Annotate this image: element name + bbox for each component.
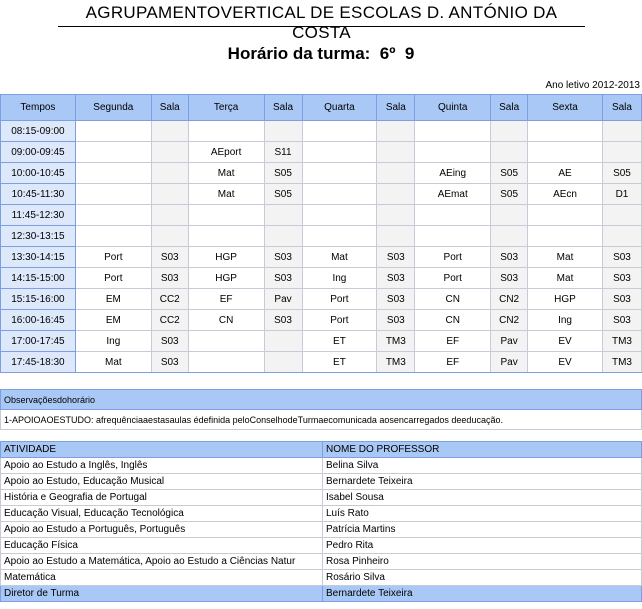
time-slot: 10:45-11:30 [1,184,76,205]
subject-cell: HGP [528,289,603,310]
staff-row [1,474,642,490]
subject-cell: EM [75,289,151,310]
col-header-sala: Sala [377,95,415,121]
time-slot: 17:45-18:30 [1,352,76,373]
class-director-label: Diretor de Turma [1,586,323,602]
room-cell: CN2 [491,289,528,310]
room-cell: S03 [377,247,415,268]
room-cell: S05 [602,163,641,184]
room-cell: TM3 [602,331,641,352]
room-cell [491,226,528,247]
subject-cell: EF [415,331,491,352]
subject-cell: Ing [302,268,377,289]
room-cell: S05 [264,184,302,205]
room-cell [151,184,188,205]
room-cell: S03 [602,247,641,268]
subject-cell: Mat [188,184,264,205]
subject-cell: Mat [528,268,603,289]
room-cell: D1 [602,184,641,205]
subject-cell [75,205,151,226]
room-cell: S03 [151,331,188,352]
subject-cell: HGP [188,268,264,289]
room-cell [602,205,641,226]
subject-cell: Mat [188,163,264,184]
room-cell: S03 [602,310,641,331]
room-cell: TM3 [377,331,415,352]
col-header-sala: Sala [491,95,528,121]
schedule-row [1,163,642,184]
col-header-day: Sexta [528,95,603,121]
room-cell [491,142,528,163]
staff-header-activity: ATIVIDADE [1,442,323,458]
staff-row [1,490,642,506]
schedule-row [1,352,642,373]
subject-cell [302,142,377,163]
school-year: Ano letivo 2012-2013 [545,80,640,91]
room-cell [264,331,302,352]
room-cell: S03 [151,247,188,268]
teacher-cell: Luís Rato [323,506,642,522]
subject-cell: Mat [302,247,377,268]
schedule-row [1,247,642,268]
col-header-day: Quarta [302,95,377,121]
subject-cell: AEport [188,142,264,163]
room-cell: Pav [491,331,528,352]
room-cell: CC2 [151,289,188,310]
room-cell: S03 [151,268,188,289]
subject-cell [415,205,491,226]
room-cell: S05 [491,163,528,184]
activity-cell: Matemática [1,570,323,586]
observations-table [0,389,642,430]
staff-header-teacher: NOME DO PROFESSOR [323,442,642,458]
room-cell: S03 [377,310,415,331]
subject-cell: Port [302,289,377,310]
room-cell: S11 [264,142,302,163]
time-slot: 08:15-09:00 [1,121,76,142]
subject-cell [75,121,151,142]
subject-cell: AEmat [415,184,491,205]
schedule-row [1,121,642,142]
room-cell [377,121,415,142]
observations-text: 1-APOIOAOESTUDO: afrequênciaaestasaulas édefinida peloConselhodeTurmaecomunicada aosencarregados deeducação. [1,410,642,430]
schedule-row [1,310,642,331]
subject-cell [302,205,377,226]
room-cell: S05 [264,163,302,184]
room-cell: Pav [264,289,302,310]
subject-cell: CN [415,289,491,310]
activity-cell: Educação Visual, Educação Tecnológica [1,506,323,522]
room-cell: TM3 [602,352,641,373]
staff-header-row [1,442,642,458]
schedule-header-row [1,95,642,121]
room-cell [151,205,188,226]
time-slot: 12:30-13:15 [1,226,76,247]
staff-row [1,554,642,570]
subject-cell: Ing [528,310,603,331]
schedule-row [1,331,642,352]
teacher-cell: Belina Silva [323,458,642,474]
subject-cell [528,205,603,226]
room-cell [491,121,528,142]
room-cell: S03 [377,289,415,310]
room-cell [491,205,528,226]
staff-row [1,570,642,586]
subject-cell: ET [302,331,377,352]
room-cell: Pav [491,352,528,373]
room-cell: S03 [491,247,528,268]
activity-cell: Apoio ao Estudo a Português, Português [1,522,323,538]
subject-cell: ET [302,352,377,373]
time-slot: 16:00-16:45 [1,310,76,331]
subject-cell: AEing [415,163,491,184]
activity-cell: Apoio ao Estudo a Inglês, Inglês [1,458,323,474]
room-cell [602,226,641,247]
subject-cell [528,142,603,163]
room-cell [151,226,188,247]
room-cell [151,163,188,184]
activity-cell: História e Geografia de Portugal [1,490,323,506]
room-cell [377,142,415,163]
room-cell [264,121,302,142]
observations-body-row [1,410,642,430]
teacher-cell: Rosa Pinheiro [323,554,642,570]
staff-row [1,522,642,538]
subject-cell [75,184,151,205]
teacher-cell: Rosário Silva [323,570,642,586]
subject-cell: AEcn [528,184,603,205]
subject-cell [75,163,151,184]
staff-row [1,506,642,522]
subject-cell: Port [415,268,491,289]
schedule-row [1,289,642,310]
subject-cell: HGP [188,247,264,268]
subject-cell [302,121,377,142]
subject-cell: CN [415,310,491,331]
room-cell: S03 [264,247,302,268]
staff-table [0,441,642,602]
room-cell [377,163,415,184]
subject-cell: Mat [75,352,151,373]
room-cell: S03 [264,268,302,289]
subject-cell [188,121,264,142]
subject-cell [415,226,491,247]
subject-cell [188,331,264,352]
time-slot: 10:00-10:45 [1,163,76,184]
activity-cell: Educação Física [1,538,323,554]
room-cell: S03 [602,289,641,310]
room-cell [602,142,641,163]
schedule-row [1,268,642,289]
subject-cell: EV [528,352,603,373]
room-cell: S03 [491,268,528,289]
time-slot: 17:00-17:45 [1,331,76,352]
room-cell [151,142,188,163]
room-cell: CN2 [491,310,528,331]
time-slot: 11:45-12:30 [1,205,76,226]
subject-cell: EM [75,310,151,331]
room-cell: TM3 [377,352,415,373]
col-header-tempos: Tempos [1,95,76,121]
teacher-cell: Pedro Rita [323,538,642,554]
teacher-cell: Isabel Sousa [323,490,642,506]
subject-cell [302,226,377,247]
room-cell [151,121,188,142]
room-cell: S03 [264,310,302,331]
room-cell [377,205,415,226]
time-slot: 13:30-14:15 [1,247,76,268]
subject-cell [302,184,377,205]
subject-cell [528,226,603,247]
col-header-day: Terça [188,95,264,121]
col-header-sala: Sala [151,95,188,121]
subject-cell [415,121,491,142]
subject-cell [188,205,264,226]
room-cell: S03 [602,268,641,289]
room-cell [377,226,415,247]
col-header-sala: Sala [602,95,641,121]
school-name: AGRUPAMENTOVERTICAL DE ESCOLAS D. ANTÓNIO DA COSTA [85,3,558,42]
room-cell: S03 [151,352,188,373]
subject-cell: EF [415,352,491,373]
class-director-name: Bernardete Teixeira [323,586,642,602]
room-cell [264,226,302,247]
time-slot: 09:00-09:45 [1,142,76,163]
room-cell [264,205,302,226]
subject-cell [188,352,264,373]
room-cell [377,184,415,205]
subject-cell: EV [528,331,603,352]
subject-cell [415,142,491,163]
room-cell: CC2 [151,310,188,331]
time-slot: 15:15-16:00 [1,289,76,310]
subject-cell [528,121,603,142]
subject-cell: Port [75,268,151,289]
schedule-row [1,184,642,205]
staff-row [1,538,642,554]
col-header-day: Quinta [415,95,491,121]
subject-cell: Ing [75,331,151,352]
activity-cell: Apoio ao Estudo a Matemática, Apoio ao Estudo a Ciências Natur [1,554,323,570]
schedule-row [1,226,642,247]
observations-header-row [1,390,642,410]
subject-cell: Port [302,310,377,331]
activity-cell: Apoio ao Estudo, Educação Musical [1,474,323,490]
subject-cell: AE [528,163,603,184]
subject-cell [75,142,151,163]
staff-footer-row [1,586,642,602]
time-slot: 14:15-15:00 [1,268,76,289]
room-cell: S03 [377,268,415,289]
subject-cell: Port [75,247,151,268]
subject-cell [188,226,264,247]
page-title: Horário da turma: 6º 9 [227,44,415,63]
teacher-cell: Bernardete Teixeira [323,474,642,490]
header-rule [58,26,585,27]
observations-heading: Observaçõesdohorário [1,390,642,410]
col-header-sala: Sala [264,95,302,121]
room-cell: S05 [491,184,528,205]
subject-cell [75,226,151,247]
staff-row [1,458,642,474]
subject-cell [302,163,377,184]
room-cell [602,121,641,142]
teacher-cell: Patrícia Martins [323,522,642,538]
col-header-day: Segunda [75,95,151,121]
subject-cell: Mat [528,247,603,268]
subject-cell: Port [415,247,491,268]
subject-cell: EF [188,289,264,310]
schedule-table [0,94,642,373]
schedule-row [1,205,642,226]
schedule-row [1,142,642,163]
room-cell [264,352,302,373]
subject-cell: CN [188,310,264,331]
